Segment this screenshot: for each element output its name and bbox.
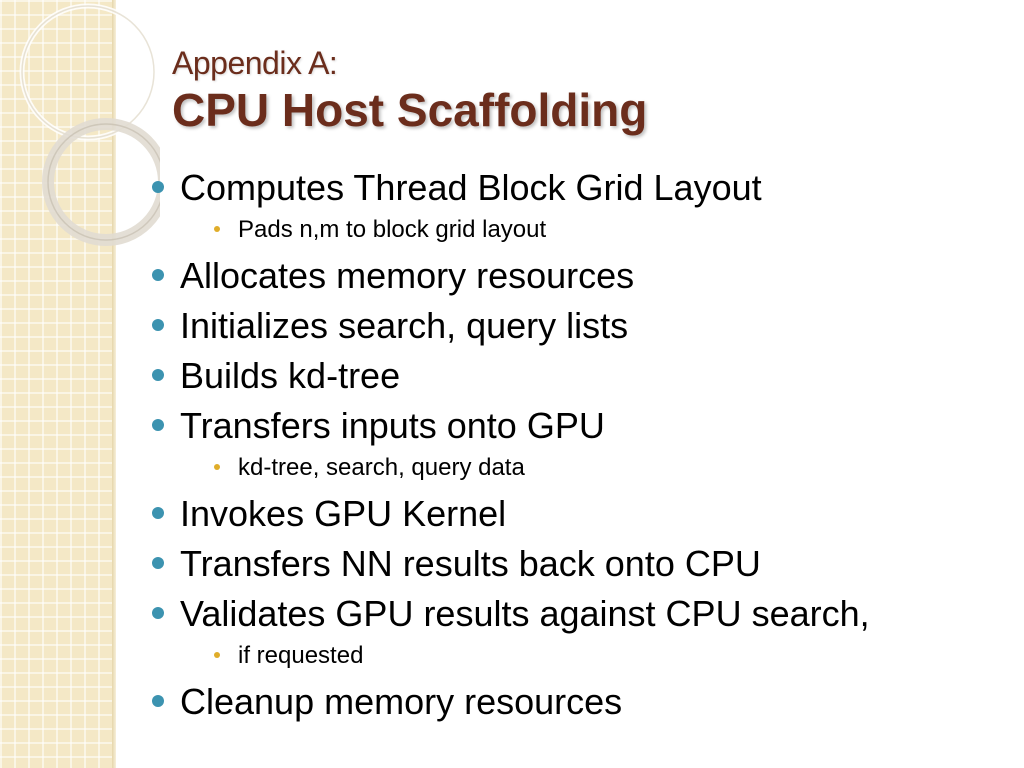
bullet-text: Transfers inputs onto GPU [180, 405, 605, 446]
slide-title [172, 44, 647, 138]
bullet-dot-icon [152, 269, 164, 281]
bullet-text: Invokes GPU Kernel [180, 493, 507, 534]
bullet-text: Builds kd-tree [180, 355, 401, 396]
bullet-text: Pads n,m to block grid layout [238, 216, 547, 243]
bullet-text: Transfers NN results back onto CPU [180, 543, 761, 584]
bullet-dot-icon [152, 607, 164, 619]
ring-large-outline [22, 6, 154, 138]
bullet-item [150, 540, 1010, 588]
sub-bullet-dot-icon [214, 226, 220, 232]
bullet-list [150, 162, 1010, 726]
bullet-item [150, 352, 1010, 400]
bullet-item [150, 490, 1010, 538]
bullet-item [150, 678, 1010, 726]
bullet-dot-icon [152, 319, 164, 331]
bullet-item [150, 302, 1010, 350]
bullet-text: if requested [238, 642, 364, 669]
title-prefix: Appendix A: [172, 45, 338, 81]
bullet-item [150, 164, 1010, 212]
sub-bullet-dot-icon [214, 464, 220, 470]
sub-bullet-item [150, 450, 1010, 486]
bullet-dot-icon [152, 557, 164, 569]
sub-bullet-dot-icon [214, 652, 220, 658]
bullet-text: Allocates memory resources [180, 255, 635, 296]
sub-bullet-item [150, 638, 1010, 674]
bullet-dot-icon [152, 181, 164, 193]
bullet-dot-icon [152, 695, 164, 707]
bullet-text: kd-tree, search, query data [238, 454, 525, 481]
bullet-dot-icon [152, 507, 164, 519]
title-main: CPU Host Scaffolding [172, 84, 648, 136]
bullet-text: Validates GPU results against CPU search, [180, 593, 870, 634]
bullet-dot-icon [152, 419, 164, 431]
bullet-text: Initializes search, query lists [180, 305, 629, 346]
bullet-text: Computes Thread Block Grid Layout [180, 167, 762, 208]
bullet-text: Cleanup memory resources [180, 681, 623, 722]
decorative-rings [0, 0, 160, 260]
bullet-item [150, 590, 1010, 638]
sub-bullet-item [150, 212, 1010, 248]
bullet-item [150, 252, 1010, 300]
bullet-item [150, 402, 1010, 450]
bullet-dot-icon [152, 369, 164, 381]
